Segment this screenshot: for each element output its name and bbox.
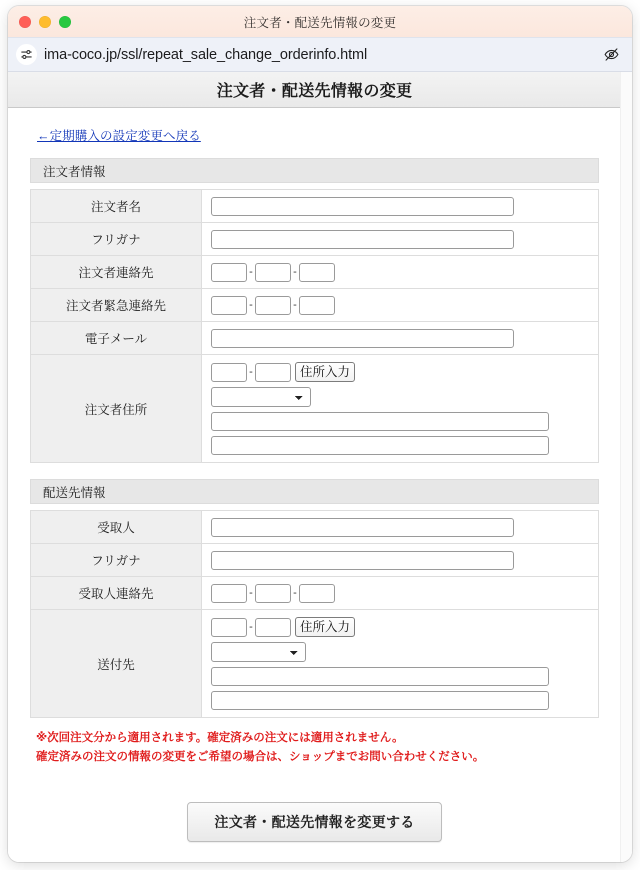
orderer-tel-part3[interactable] [299,263,335,282]
cell-orderer-tel [202,256,599,289]
orderer-address-stack [211,360,598,457]
orderer-kana-input[interactable] [211,230,514,249]
label-orderer-emergency-tel: 注文者緊急連絡先 [31,289,202,322]
submit-change-order-info-button[interactable]: 注文者・配送先情報を変更する [187,802,441,842]
table-row [31,289,599,322]
back-link-container [30,108,599,158]
label-orderer-tel: 注文者連絡先 [31,256,202,289]
orderer-form-table [30,189,599,463]
window-title: 注文者・配送先情報の変更 [243,15,397,30]
browser-window [8,6,632,862]
zip-separator: - [249,621,253,633]
label-orderer-address: 注文者住所 [31,355,202,463]
page-viewport [8,72,632,862]
cell-recipient-kana [202,544,599,577]
orderer-email-input[interactable] [211,329,514,348]
table-row [31,610,599,718]
table-row [31,544,599,577]
cell-recipient-name [202,511,599,544]
page-content [8,72,621,862]
table-row [31,322,599,355]
cell-orderer-emergency-tel [202,289,599,322]
tel-separator: - [293,266,297,278]
label-shipping-address: 送付先 [31,610,202,718]
table-row [31,577,599,610]
close-button[interactable] [19,16,31,28]
cell-orderer-address [202,355,599,463]
window-titlebar [8,6,632,37]
shipping-zip-row [211,617,598,637]
orderer-tel-part2[interactable] [255,263,291,282]
label-orderer-name: 注文者名 [31,190,202,223]
table-row [31,223,599,256]
shipping-address-stack [211,615,598,712]
cell-shipping-address [202,610,599,718]
shipping-zip-part1[interactable] [211,618,247,637]
page-header [8,72,621,108]
url-text[interactable]: ima-coco.jp/ssl/repeat_sale_change_orderinfo.html [44,46,368,63]
zip-separator: - [249,366,253,378]
table-row [31,256,599,289]
shipping-prefecture-select[interactable] [211,642,306,662]
label-orderer-email: 電子メール [31,322,202,355]
orderer-prefecture-select[interactable] [211,387,311,407]
orderer-address-line1-input[interactable] [211,412,549,431]
orderer-zip-part2[interactable] [255,363,291,382]
shipping-address-lookup-button[interactable]: 住所入力 [295,617,355,637]
back-to-subscription-settings-link[interactable]: ←定期購入の設定変更へ戻る [37,129,201,143]
page-settings-icon[interactable] [16,44,37,65]
browser-address-bar[interactable] [8,37,632,72]
cell-orderer-kana [202,223,599,256]
orderer-emergency-tel-part3[interactable] [299,296,335,315]
orderer-address-line2-input[interactable] [211,436,549,455]
shipping-address-line2-input[interactable] [211,691,549,710]
section-heading-orderer: 注文者情報 [30,158,599,183]
shipping-address-line1-input[interactable] [211,667,549,686]
page-title: 注文者・配送先情報の変更 [216,83,413,100]
orderer-name-input[interactable] [211,197,514,216]
recipient-kana-input[interactable] [211,551,514,570]
table-row [31,190,599,223]
notice-line-2: 確定済みの注文の情報の変更をご希望の場合は、ショップまでお問い合わせください。 [36,750,485,763]
label-recipient-tel: 受取人連絡先 [31,577,202,610]
zoom-button[interactable] [59,16,71,28]
submit-container [30,767,599,842]
section-heading-shipping: 配送先情報 [30,479,599,504]
notice-line-1: ※次回注文分から適用されます。確定済みの注文には適用されません。 [36,732,404,744]
cell-orderer-email [202,322,599,355]
tel-separator: - [293,587,297,599]
recipient-tel-part3[interactable] [299,584,335,603]
orderer-tel-part1[interactable] [211,263,247,282]
traffic-light-group [19,6,71,37]
tel-separator: - [249,299,253,311]
label-orderer-kana: フリガナ [31,223,202,256]
orderer-zip-row [211,362,598,382]
orderer-zip-part1[interactable] [211,363,247,382]
orderer-emergency-tel-part2[interactable] [255,296,291,315]
table-row [31,355,599,463]
cell-orderer-name [202,190,599,223]
table-row [31,511,599,544]
recipient-tel-part2[interactable] [255,584,291,603]
tel-separator: - [293,299,297,311]
cell-recipient-tel [202,577,599,610]
shipping-zip-part2[interactable] [255,618,291,637]
label-recipient-kana: フリガナ [31,544,202,577]
recipient-tel-part1[interactable] [211,584,247,603]
shipping-form-table [30,510,599,718]
form-content [8,108,621,842]
notice-text [30,718,599,767]
eye-slash-icon[interactable] [600,44,622,66]
label-recipient-name: 受取人 [31,511,202,544]
orderer-address-lookup-button[interactable]: 住所入力 [295,362,355,382]
tel-separator: - [249,587,253,599]
orderer-emergency-tel-part1[interactable] [211,296,247,315]
minimize-button[interactable] [39,16,51,28]
tel-separator: - [249,266,253,278]
vertical-scrollbar[interactable] [620,72,632,862]
recipient-name-input[interactable] [211,518,514,537]
